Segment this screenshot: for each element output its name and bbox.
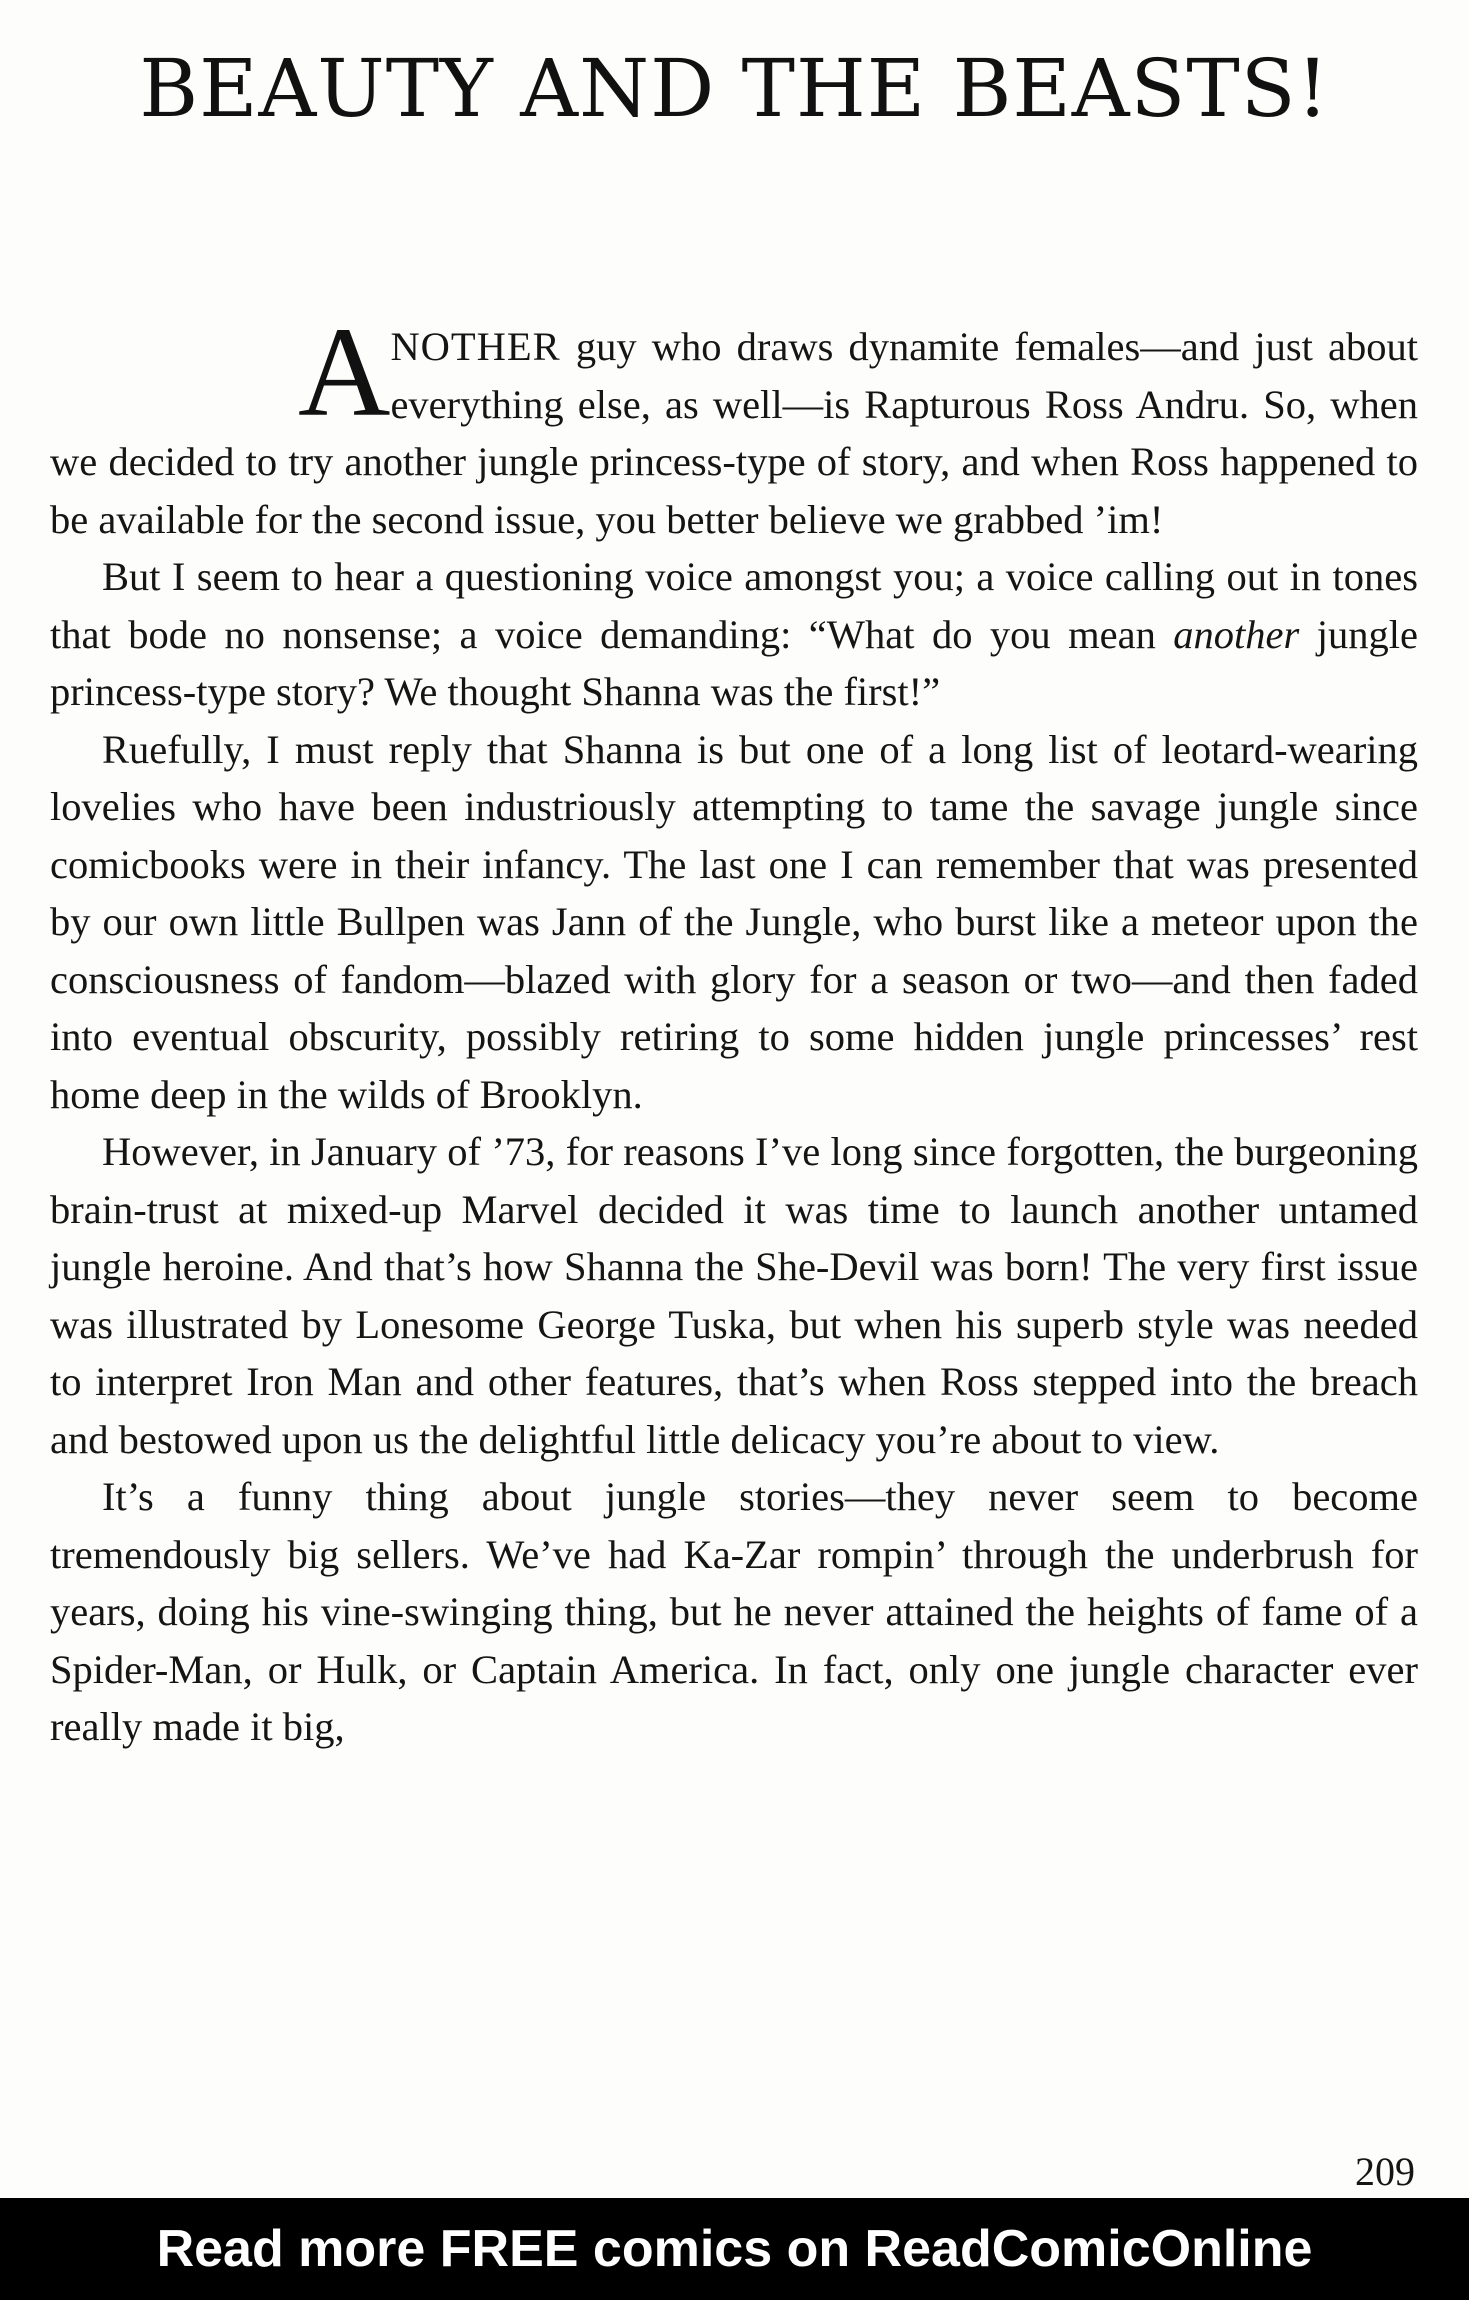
first-word: NOTHER: [390, 324, 561, 369]
paragraph-4: However, in January of ’73, for reasons I’ve long since forgotten, the burgeoning brain-trust at mixed-up Marvel decided it was time to launch another untamed jungle heroine. And that’s how Shanna the She-Devil was born! The very first issue was illustrated by Lonesome George Tuska, but when his superb style was needed to interpret Iron Man and other features, that’s when Ross stepped into the breach and bestowed upon us the delightful little delicacy you’re about to view.: [50, 1129, 1418, 1462]
paragraph-1: [50, 301, 1418, 548]
promo-banner-text[interactable]: Read more FREE comics on ReadComicOnline: [156, 2220, 1313, 2278]
paragraph-5: It’s a funny thing about jungle stories—they never seem to become tremendously big sellers. We’ve had Ka-Zar rompin’ through the underbrush for years, doing his vine-swinging thing, but he never attained the heights of fame of a Spider-Man, or Hulk, or Captain America. In fact, only one jungle character ever really made it big,: [50, 1474, 1418, 1749]
page-number: 209: [1355, 2149, 1415, 2194]
paragraph-2-text-start: But I seem to hear a questioning voice amongst you; a voice calling out in tones that bode no nonsense; a voice demanding: “What do you mean: [50, 554, 1418, 657]
paragraph-2-emphasis: another: [1173, 611, 1300, 657]
paragraph-2: [50, 548, 1418, 721]
paragraph-2-text-end: jungle princess-type story? We thought Shanna was the first!”: [50, 611, 1418, 714]
page-title: BEAUTY AND THE BEASTS!: [139, 42, 1330, 135]
article-body: [50, 301, 1418, 1756]
promo-banner[interactable]: [0, 2198, 1469, 2300]
drop-cap: A: [298, 301, 391, 443]
paragraph-3: Ruefully, I must reply that Shanna is but one of a long list of leotard-wearing lovelies who have been industriously attempting to tame the savage jungle since comicbooks were in their infancy. The last one I can remember that was presented by our own little Bullpen was Jann of the Jungle, who burst like a meteor upon the consciousness of fandom—blazed with glory for a season or two—and then faded into eventual obscurity, possibly retiring to some hidden jungle princesses’ rest home deep in the wilds of Brooklyn.: [50, 726, 1418, 1117]
paragraph-1-text: guy who draws dynamite females—and just about everything else, as well—is Rapturous Ross Andru. So, when we decided to try another jungle princess-type of story, and when Ross happened to be available for the second issue, you better believe we grabbed ’im!: [50, 324, 1418, 542]
